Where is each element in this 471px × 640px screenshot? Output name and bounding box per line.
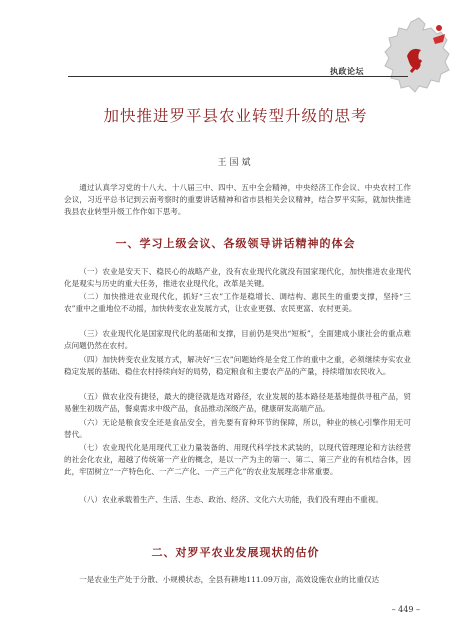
section-1-paragraph-3: （三）农业现代化是国家现代化的基础和支撑，目前仍是突出“短板”，全面建成小康社会的重点难点问题仍然在农村。 — [64, 329, 411, 351]
intro-paragraph: 通过认真学习党的十八大、十八届三中、四中、五中全会精神，中央经济工作会议、中央农村工作会议，习近平总书记到云南考察时的重要讲话精神和省市县相关会议精神，结合罗平实际，就加快推进我县农业转型升级工作作如下思考。 — [64, 183, 411, 217]
emblem-star — [436, 25, 442, 31]
section-2-paragraph-1: 一是农业生产处于分散、小规模状态，全县有耕地111.09万亩，高效设施农业的比重仅达 — [79, 575, 380, 584]
section-1-paragraph-7: （七）农业现代化是用现代工业力量装备的、用现代科学技术武装的，以现代管理理论和方法经营的社会化农业，超越了传统第一产业的概念，是以一产为主的第一、第二、第三产业的有机结合体，因此，牢固树立“一产特色化、一产二产化、一产三产化”的农业发展理念非常重要。 — [64, 443, 411, 477]
section-1-paragraph-6: （六）无论是粮食安全还是食品安全，首先要有育种环节的保障，所以，种业的核心引擎作用无可替代。 — [64, 418, 411, 440]
section-1-paragraph-5: （五）做农业没有捷径，最大的捷径就是选对路径，农业发展的基本路径是基地提供寻租产品，贸易催生初级产品，餐桌需求中级产品，食品推动深级产品，健康研发高端产品。 — [64, 392, 411, 414]
section-1-heading: 一、学习上级会议、各级领导讲话精神的体会 — [115, 237, 356, 250]
section-1-paragraph-8: （八）农业承载着生产、生活、生态、政治、经济、文化六大功能，我们没有理由不重视。 — [79, 495, 383, 504]
section-1-paragraph-2: （二）加快推进农业现代化，抓好“三农”工作是稳增长、调结构、惠民生的重要支撑，坚持“三农”重中之重地位不动摇，加快转变农业发展方式，让农业更强、农民更富、农村更美。 — [64, 292, 411, 314]
section-1-paragraph-4: （四）加快转变农业发展方式，解决好“三农”问题始终是全党工作的重中之重，必须继续夯实农业稳定发展的基础、稳住农村持续向好的局势，稳定粮食和主要农产品的产量，持续增加农民收入。 — [64, 355, 411, 377]
header-rule — [68, 76, 408, 77]
article-title: 加快推进罗平县农业转型升级的思考 — [103, 107, 368, 125]
article-author: 王国斌 — [217, 158, 254, 168]
county-map-emblem — [381, 16, 451, 96]
section-tag: 执政论坛 — [330, 67, 364, 76]
section-2-heading: 二、对罗平农业发展现状的估价 — [151, 546, 320, 559]
page-number: – 449 – — [391, 605, 420, 614]
section-1-paragraph-1: （一）农业是安天下、稳民心的战略产业，没有农业现代化就没有国家现代化，加快推进农业现代化是观实与历史的重大任务，推进农业现代化，改革是关键。 — [64, 267, 411, 289]
